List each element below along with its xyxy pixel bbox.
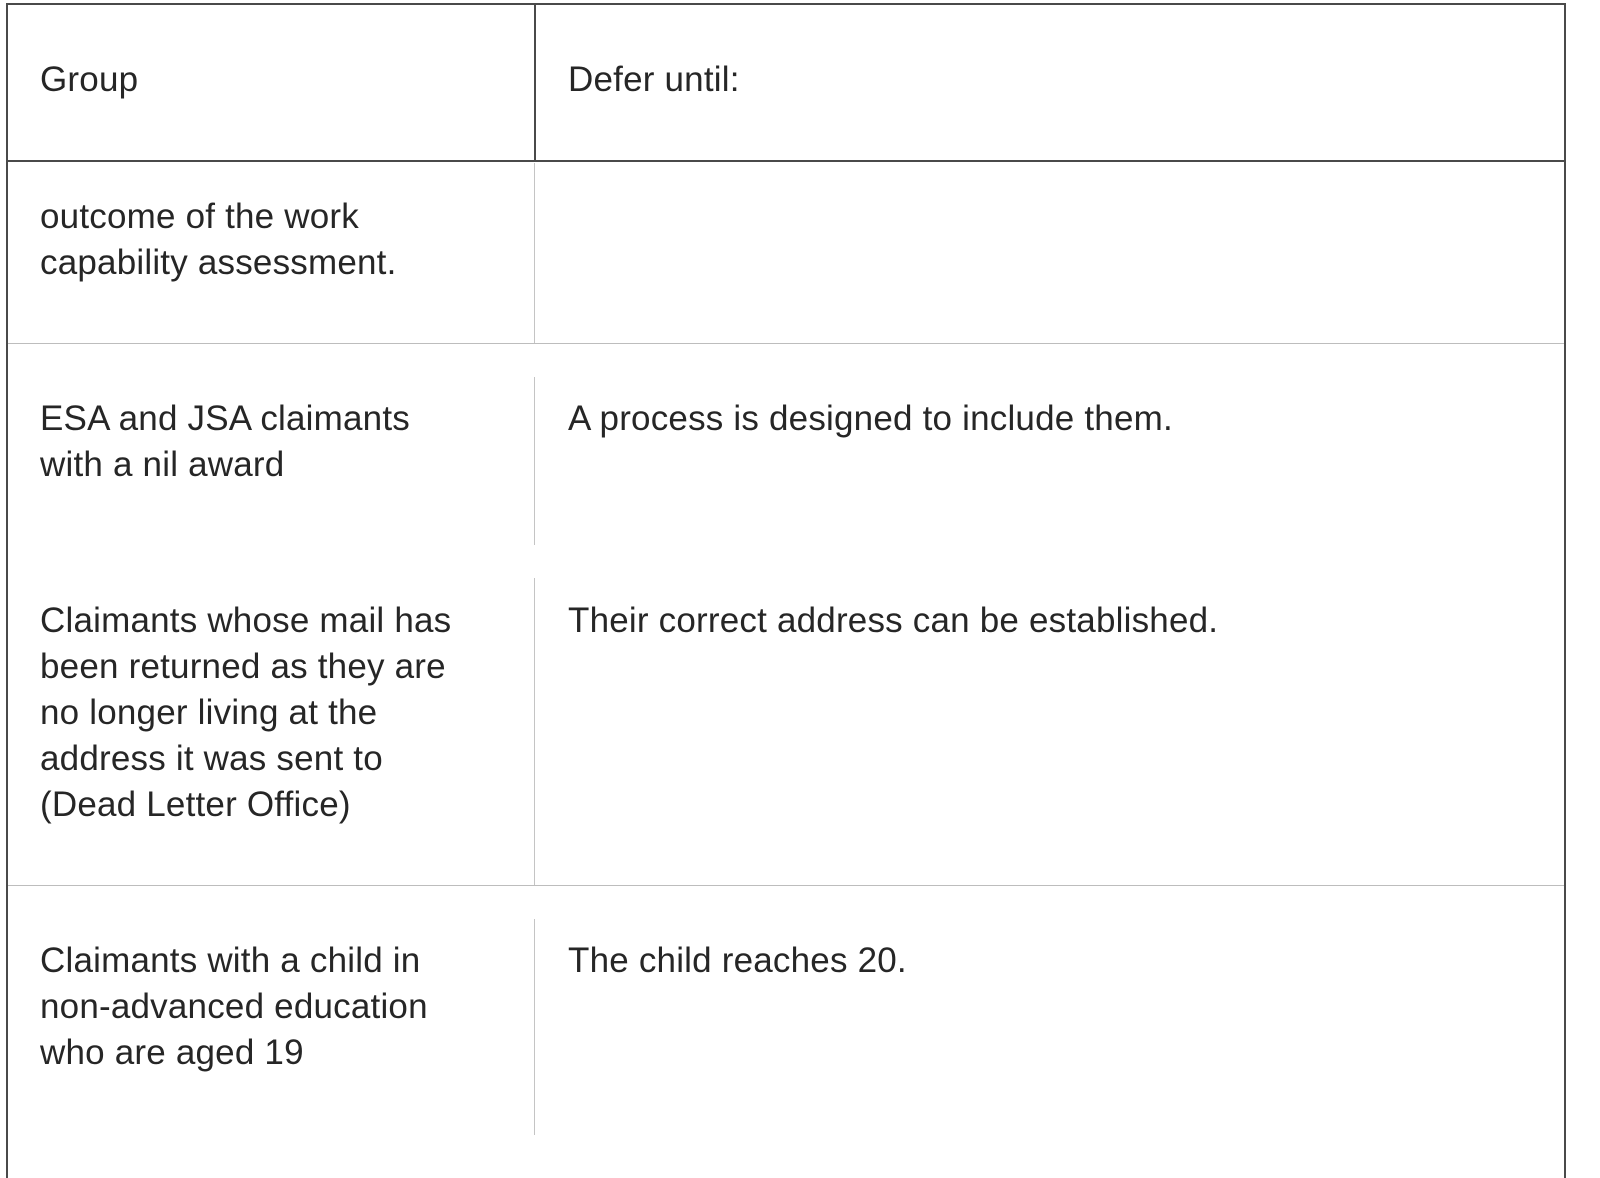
row-3-column-divider [534, 578, 535, 885]
header-row-divider [8, 160, 1564, 162]
row-4-defer-until: The child reaches 20. [568, 941, 907, 980]
row-4-group: Claimants with a child in non-advanced education who are aged 19 [40, 941, 428, 1072]
header-defer-until: Defer until: [568, 60, 740, 99]
row-3-group: Claimants whose mail has been returned as they are no longer living at the address it was sent to (Dead Letter Office) [40, 601, 452, 824]
row-2-column-divider [534, 377, 535, 545]
header-column-divider [534, 5, 536, 161]
row-2-group: ESA and JSA claimants with a nil award [40, 399, 410, 484]
row-2-defer-until: A process is designed to include them. [568, 399, 1173, 438]
row-1-divider [8, 343, 1564, 344]
row-3-divider [8, 885, 1564, 886]
header-group: Group [40, 60, 139, 99]
row-1-column-divider [534, 163, 535, 343]
deferral-table [6, 3, 1566, 1178]
row-1-group: outcome of the work capability assessment. [40, 197, 397, 282]
row-4-column-divider [534, 919, 535, 1135]
row-3-defer-until: Their correct address can be established. [568, 601, 1219, 640]
